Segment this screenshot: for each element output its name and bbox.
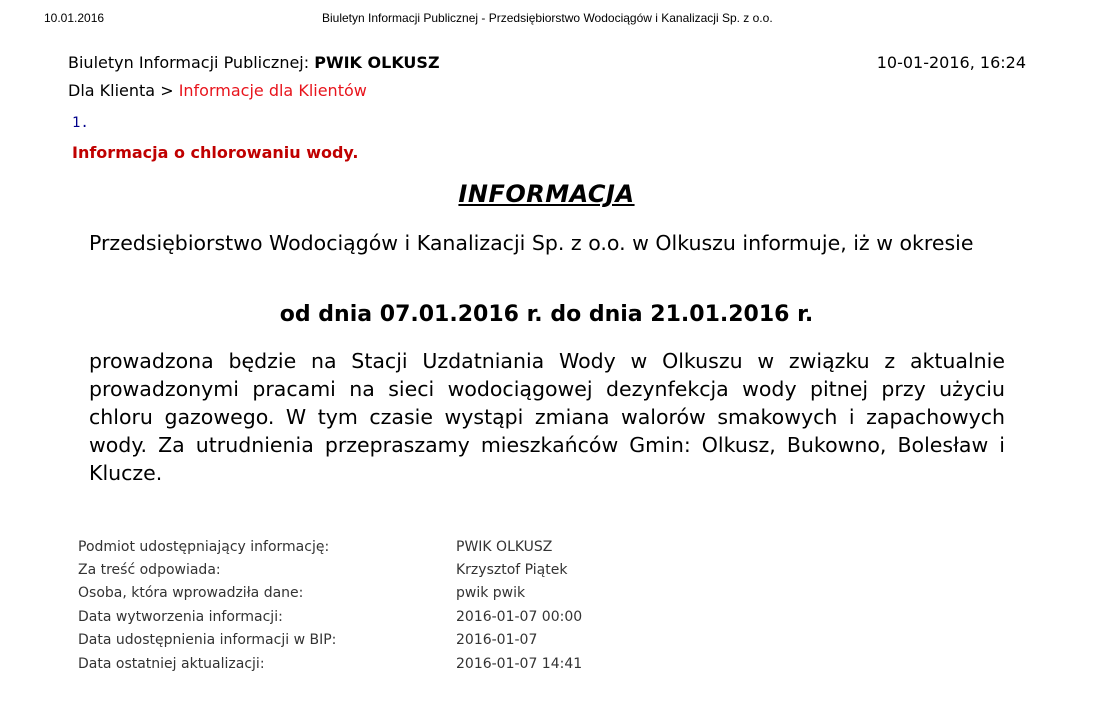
metadata-row: [78, 558, 582, 581]
metadata-value: pwik pwik: [456, 585, 526, 602]
metadata-value: 2016-01-07 14:41: [456, 655, 583, 672]
metadata-row: [78, 535, 582, 558]
metadata-label: Osoba, która wprowadziła dane:: [78, 585, 304, 602]
metadata-value: Krzysztof Piątek: [456, 562, 568, 579]
breadcrumb-parent[interactable]: Dla Klienta: [68, 81, 156, 100]
breadcrumb-separator: >: [155, 81, 179, 100]
article-title: Informacja o chlorowaniu wody.: [72, 143, 359, 162]
print-date: 10.01.2016: [44, 11, 105, 25]
breadcrumb-current[interactable]: Informacje dla Klientów: [178, 81, 367, 100]
metadata-label: Data udostępnienia informacji w BIP:: [78, 632, 337, 649]
metadata-row: [78, 652, 582, 675]
metadata-label: Data ostatniej aktualizacji:: [78, 655, 265, 672]
bip-organization: PWIK OLKUSZ: [314, 53, 440, 72]
bip-timestamp: 10-01-2016, 16:24: [876, 53, 1026, 72]
intro-paragraph: Przedsiębiorstwo Wodociągów i Kanalizacji Sp. z o.o. w Olkuszu informuje, iż w okresie: [89, 231, 974, 255]
print-header: [0, 11, 1093, 27]
bip-header: [68, 53, 1026, 72]
date-range: od dnia 07.01.2016 r. do dnia 21.01.2016 r.: [279, 302, 814, 327]
metadata-row: [78, 582, 582, 605]
metadata-value: 2016-01-07 00:00: [456, 608, 583, 625]
print-page-title: Biuletyn Informacji Publicznej - Przedsiębiorstwo Wodociągów i Kanalizacji Sp. z o.o.: [322, 11, 773, 25]
metadata-label: Data wytworzenia informacji:: [78, 608, 283, 625]
metadata-label: Za treść odpowiada:: [78, 562, 221, 579]
breadcrumb: [68, 81, 367, 100]
content-heading: INFORMACJA: [458, 180, 635, 208]
body-paragraph: prowadzona będzie na Stacji Uzdatniania Wody w Olkuszu w związku z aktualnie prowadzonymi pracami na sieci wodociągowej dezynfekcja wody pitnej przy użyciu chloru gazowego. W tym czasie wystąpi zmiana walorów smakowych i zapachowych wody. Za utrudnienia przepraszamy mieszkańców Gmin: Olkusz, Bukowno, Bolesław i Klucze.: [89, 349, 1005, 485]
list-number: 1.: [72, 115, 89, 131]
metadata-row: [78, 629, 582, 652]
metadata-table: [78, 535, 582, 675]
metadata-row: [78, 605, 582, 628]
bip-prefix: Biuletyn Informacji Publicznej:: [68, 53, 315, 72]
metadata-label: Podmiot udostępniający informację:: [78, 538, 330, 555]
metadata-value: PWIK OLKUSZ: [456, 538, 553, 555]
metadata-value: 2016-01-07: [456, 632, 538, 649]
